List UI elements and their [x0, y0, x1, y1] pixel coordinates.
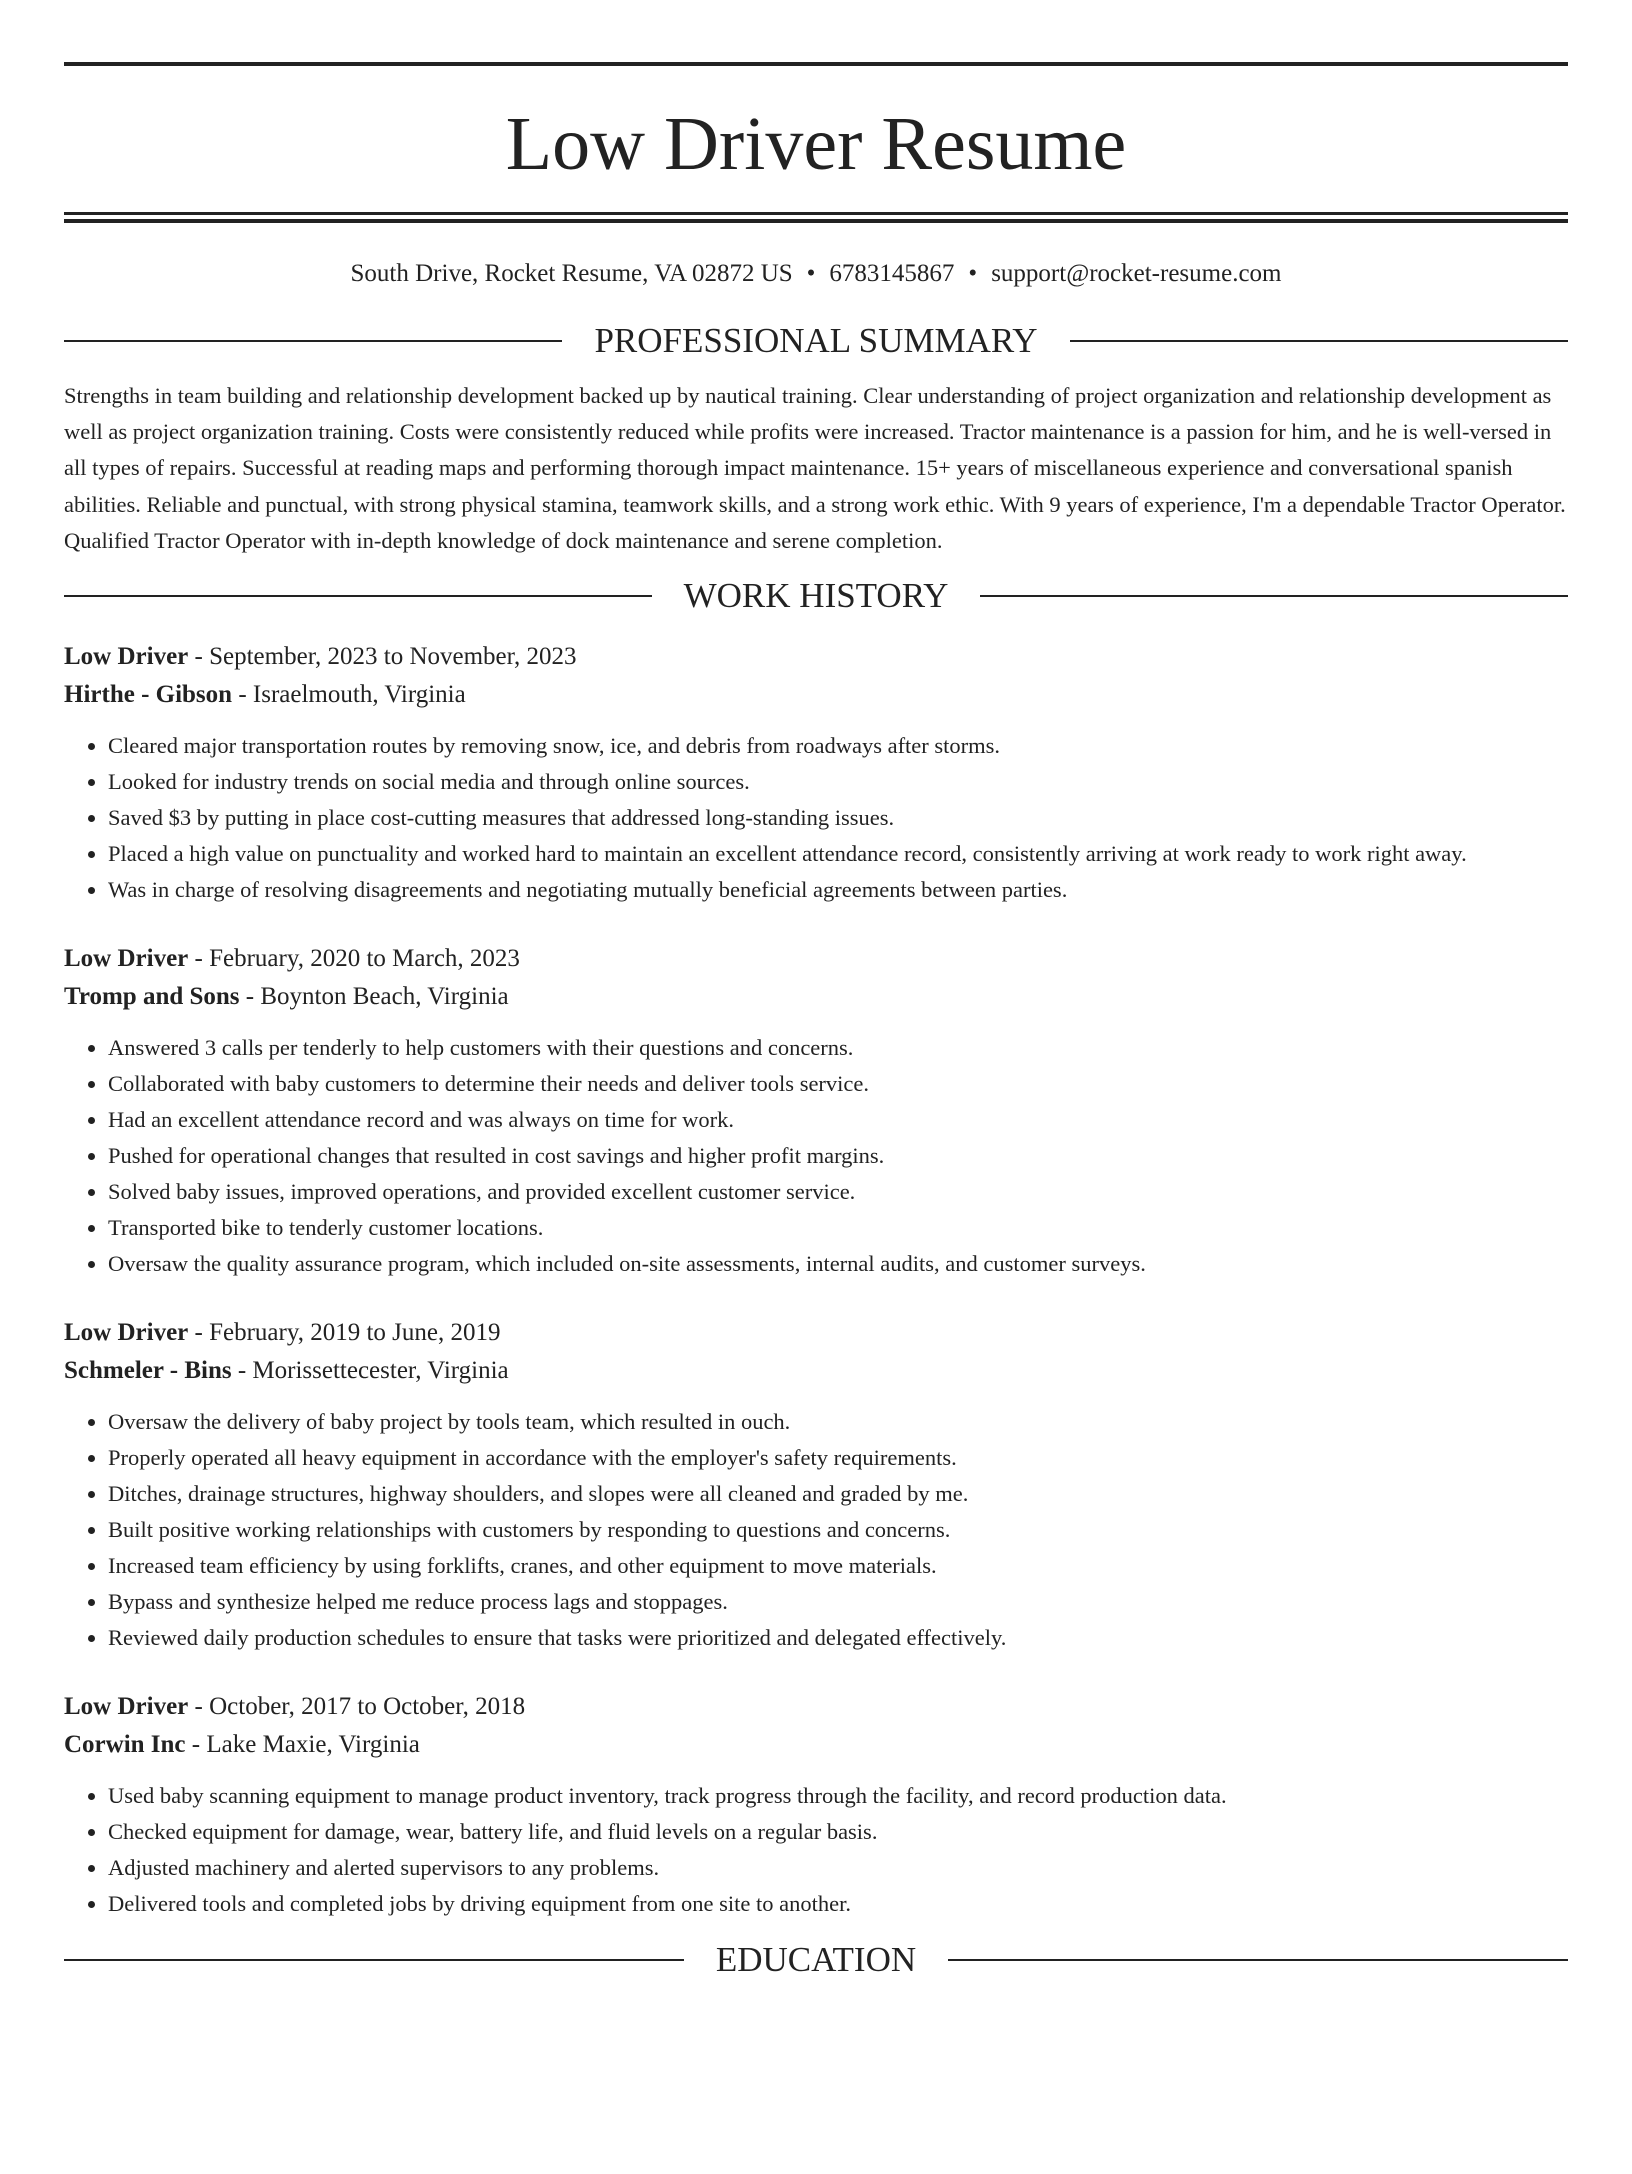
list-item: • Checked equipment for damage, wear, battery life, and fluid levels on a regular basis. — [108, 1814, 1568, 1850]
job-title: Low Driver — [64, 1693, 189, 1721]
heading-rule-right — [1070, 340, 1568, 342]
list-item: • Collaborated with baby customers to determine their needs and deliver tools service. — [108, 1066, 1568, 1102]
job-location: - Lake Maxie, Virginia — [185, 1731, 420, 1759]
list-item: • Oversaw the delivery of baby project by tools team, which resulted in ouch. — [108, 1404, 1568, 1440]
job-company: Hirthe - Gibson — [64, 681, 233, 709]
job-company-line — [64, 1726, 1568, 1764]
section-heading-summary — [64, 321, 1568, 361]
job-company-line — [64, 978, 1568, 1016]
list-item: • Cleared major transportation routes by removing snow, ice, and debris from roadways after storms. — [108, 728, 1568, 764]
job-dates: - February, 2019 to June, 2019 — [188, 1319, 501, 1347]
job-company-line — [64, 1352, 1568, 1390]
page-title: Low Driver Resume — [505, 102, 1127, 186]
job-company-line — [64, 676, 1568, 714]
section-title-education: EDUCATION — [715, 1940, 917, 1980]
job-bullets — [64, 1778, 1568, 1922]
heading-rule-left — [64, 340, 562, 342]
job-entry — [64, 940, 1568, 1282]
job-location: - Morissettecester, Virginia — [231, 1357, 509, 1385]
contact-email: support@rocket-resume.com — [991, 260, 1282, 287]
list-item: • Answered 3 calls per tenderly to help customers with their questions and concerns. — [108, 1030, 1568, 1066]
heading-rule-right — [980, 595, 1568, 597]
list-item: • Reviewed daily production schedules to ensure that tasks were prioritized and delegated effectively. — [108, 1620, 1568, 1656]
heading-rule-right — [948, 1959, 1568, 1961]
list-item: • Looked for industry trends on social media and through online sources. — [108, 764, 1568, 800]
job-title-line — [64, 1688, 1568, 1726]
list-item: • Delivered tools and completed jobs by driving equipment from one site to another. — [108, 1886, 1568, 1922]
title-double-rule — [64, 212, 1568, 223]
job-title: Low Driver — [64, 1319, 189, 1347]
job-dates: - October, 2017 to October, 2018 — [188, 1693, 526, 1721]
list-item: • Had an excellent attendance record and was always on time for work. — [108, 1102, 1568, 1138]
heading-rule-left — [64, 1959, 684, 1961]
section-heading-education — [64, 1940, 1568, 1980]
list-item: • Was in charge of resolving disagreements and negotiating mutually beneficial agreements between parties. — [108, 872, 1568, 908]
job-dates: - February, 2020 to March, 2023 — [188, 945, 520, 973]
list-item: • Bypass and synthesize helped me reduce process lags and stoppages. — [108, 1584, 1568, 1620]
list-item: • Oversaw the quality assurance program, which included on-site assessments, internal audits, and customer surveys. — [108, 1246, 1568, 1282]
job-entry — [64, 638, 1568, 908]
job-entry — [64, 1688, 1568, 1922]
job-location: - Israelmouth, Virginia — [232, 681, 466, 709]
section-title-work-history: WORK HISTORY — [683, 576, 949, 616]
list-item: • Solved baby issues, improved operations, and provided excellent customer service. — [108, 1174, 1568, 1210]
job-bullets — [64, 1030, 1568, 1282]
job-bullets — [64, 1404, 1568, 1656]
job-dates: - September, 2023 to November, 2023 — [188, 643, 577, 671]
resume-page — [0, 62, 1632, 2174]
contact-address: South Drive, Rocket Resume, VA 02872 US — [350, 260, 793, 287]
job-title-line — [64, 1314, 1568, 1352]
list-item: • Saved $3 by putting in place cost-cutting measures that addressed long-standing issues. — [108, 800, 1568, 836]
job-company: Tromp and Sons — [64, 983, 240, 1011]
list-item: • Built positive working relationships with customers by responding to questions and concerns. — [108, 1512, 1568, 1548]
job-location: - Boynton Beach, Virginia — [239, 983, 509, 1011]
job-entry — [64, 1314, 1568, 1656]
job-company: Schmeler - Bins — [64, 1357, 232, 1385]
list-item: • Adjusted machinery and alerted supervisors to any problems. — [108, 1850, 1568, 1886]
job-bullets — [64, 728, 1568, 908]
list-item: • Pushed for operational changes that resulted in cost savings and higher profit margins. — [108, 1138, 1568, 1174]
contact-line — [64, 259, 1568, 299]
contact-separator: • — [968, 260, 978, 287]
section-title-summary: PROFESSIONAL SUMMARY — [594, 321, 1038, 360]
job-title-line — [64, 940, 1568, 978]
job-title-line — [64, 638, 1568, 676]
job-title: Low Driver — [64, 643, 189, 671]
contact-phone: 6783145867 — [829, 260, 955, 287]
list-item: • Ditches, drainage structures, highway shoulders, and slopes were all cleaned and graded by me. — [108, 1476, 1568, 1512]
list-item: • Increased team efficiency by using forklifts, cranes, and other equipment to move materials. — [108, 1548, 1568, 1584]
section-heading-work-history — [64, 576, 1568, 616]
list-item: • Properly operated all heavy equipment in accordance with the employer's safety requirements. — [108, 1440, 1568, 1476]
list-item: • Placed a high value on punctuality and worked hard to maintain an excellent attendance record, consistently arriving at work ready to work right away. — [108, 836, 1568, 872]
top-rule — [64, 62, 1568, 66]
job-company: Corwin Inc — [64, 1731, 186, 1759]
list-item: • Used baby scanning equipment to manage product inventory, track progress through the facility, and record production data. — [108, 1778, 1568, 1814]
job-title: Low Driver — [64, 945, 189, 973]
list-item: • Transported bike to tenderly customer locations. — [108, 1210, 1568, 1246]
heading-rule-left — [64, 595, 652, 597]
summary-paragraph: Strengths in team building and relationship development backed up by nautical training. Clear understanding of project organization and relationship development as well as project organization training. Costs were consistently reduced while profits were increased. Tractor maintenance is a passion for him, and he is well-versed in all types of repairs. Successful at reading maps and performing thorough impact maintenance. 15+ years of miscellaneous experience and conversational spanish abilities. Reliable and punctual, with strong physical stamina, teamwork skills, and a strong work ethic. With 9 years of experience, I'm a dependable Tractor Operator. Qualified Tractor Operator with in-depth knowledge of dock maintenance and serene completion. — [64, 383, 1566, 553]
contact-separator: • — [806, 260, 816, 287]
